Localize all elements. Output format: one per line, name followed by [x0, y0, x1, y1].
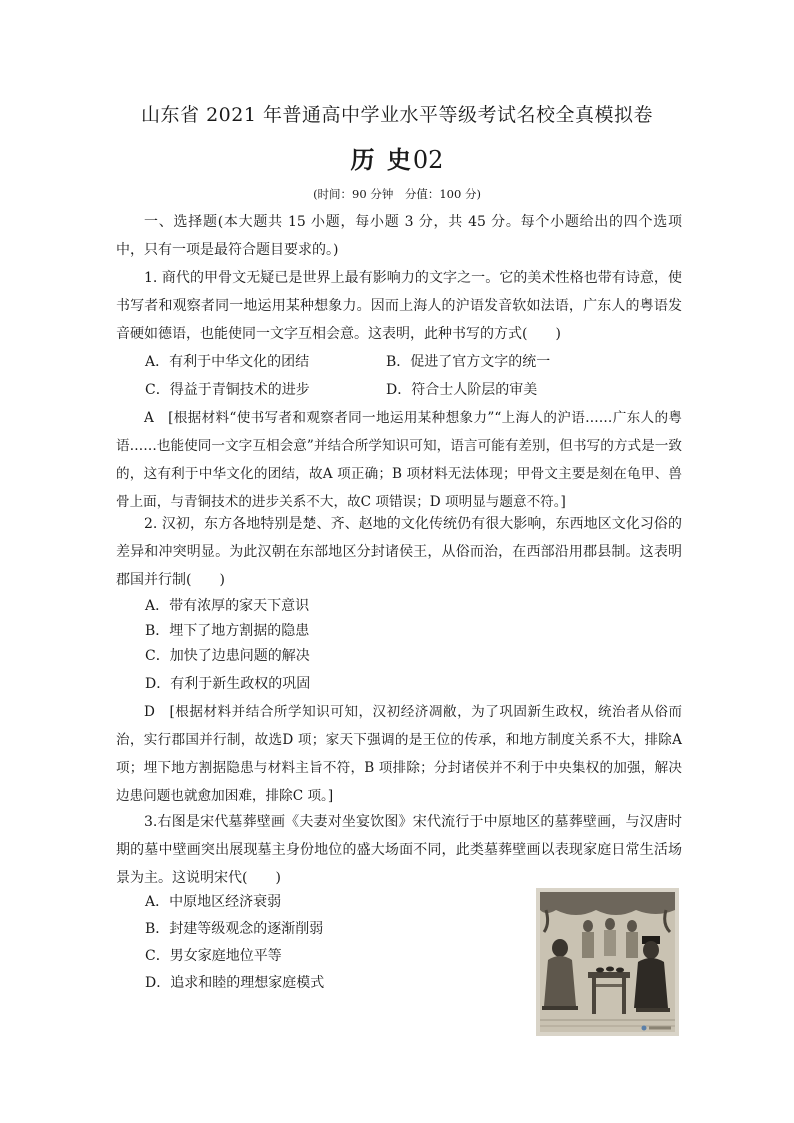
- question-2-option-c[interactable]: C．加快了边患问题的解决: [145, 648, 310, 664]
- subject-heading: [0, 140, 794, 175]
- mural-image: [536, 888, 679, 1036]
- question-1-stem: 1. 商代的甲骨文无疑已是世界上最有影响力的文字之一。它的美术性格也带有诗意，使书写者和观察者同一地运用某种想象力。因而上海人的沪语发音软如法语，广东人的粤语发音硬如德语，也能使同一文字互相会意。这表明，此种书写的方式( ): [116, 270, 682, 342]
- question-1-option-c[interactable]: C．得益于青铜技术的进步: [145, 382, 310, 398]
- question-2-option-b[interactable]: B．埋下了地方割据的隐患: [145, 623, 310, 639]
- question-1-option-a[interactable]: A．有利于中华文化的团结: [145, 354, 310, 370]
- question-3-option-b[interactable]: B．封建等级观念的逐渐削弱: [145, 921, 324, 937]
- question-2-option-a[interactable]: A．带有浓厚的家天下意识: [145, 598, 310, 614]
- question-2-answer: D [根据材料并结合所学知识可知，汉初经济凋敝，为了巩固新生政权，统治者从俗而治，实行郡国并行制，故选D 项；家天下强调的是王位的传承，和地方制度关系不大，排除A项；埋下地方割据隐患与材料主旨不符，B 项排除；分封诸侯并不利于中央集权的加强，解决边患问题也就愈加困难，排除C 项。]: [116, 704, 682, 804]
- question-2-option-d[interactable]: D．有利于新生政权的巩固: [145, 676, 311, 692]
- question-1-option-b[interactable]: B．促进了官方文字的统一: [386, 354, 551, 370]
- time-info: (时间：90 分钟 分值：100 分): [313, 187, 481, 201]
- question-3-option-a[interactable]: A．中原地区经济衰弱: [145, 894, 282, 910]
- question-1-option-d[interactable]: D．符合士人阶层的审美: [386, 382, 538, 398]
- subject-code: 02: [412, 146, 444, 174]
- subject-name: 历 史: [350, 145, 413, 174]
- question-3-option-d[interactable]: D．追求和睦的理想家庭模式: [145, 975, 325, 991]
- question-1-answer: A [根据材料“使书写者和观察者同一地运用某种想象力”“上海人的沪语……广东人的粤语……也能使同一文字互相会意”并结合所学知识可知，语言可能有差别，但书写的方式是一致的，这有利于中华文化的团结，故A 项正确；B 项材料无法体现；甲骨文主要是刻在龟甲、兽骨上面，与青铜技术的进步关系不大，故C 项错误；D 项明显与题意不符。]: [116, 410, 682, 510]
- question-3-stem: 3.右图是宋代墓葬壁画《夫妻对坐宴饮图》宋代流行于中原地区的墓葬壁画，与汉唐时期的墓中壁画突出展现墓主身份地位的盛大场面不同，此类墓葬壁画以表现家庭日常生活场景为主。这说明宋代( ): [116, 814, 682, 886]
- question-2-stem: 2. 汉初，东方各地特别是楚、齐、赵地的文化传统仍有很大影响，东西地区文化习俗的差异和冲突明显。为此汉朝在东部地区分封诸侯王，从俗而治，在西部沿用郡县制。这表明郡国并行制( ): [116, 516, 682, 588]
- question-3-option-c[interactable]: C．男女家庭地位平等: [145, 948, 282, 964]
- exam-title: 山东省 2021 年普通高中学业水平等级考试名校全真模拟卷: [141, 104, 653, 126]
- section-heading: 一、选择题(本大题共 15 小题，每小题 3 分，共 45 分。每个小题给出的四个选项中，只有一项是最符合题目要求的。): [116, 214, 682, 258]
